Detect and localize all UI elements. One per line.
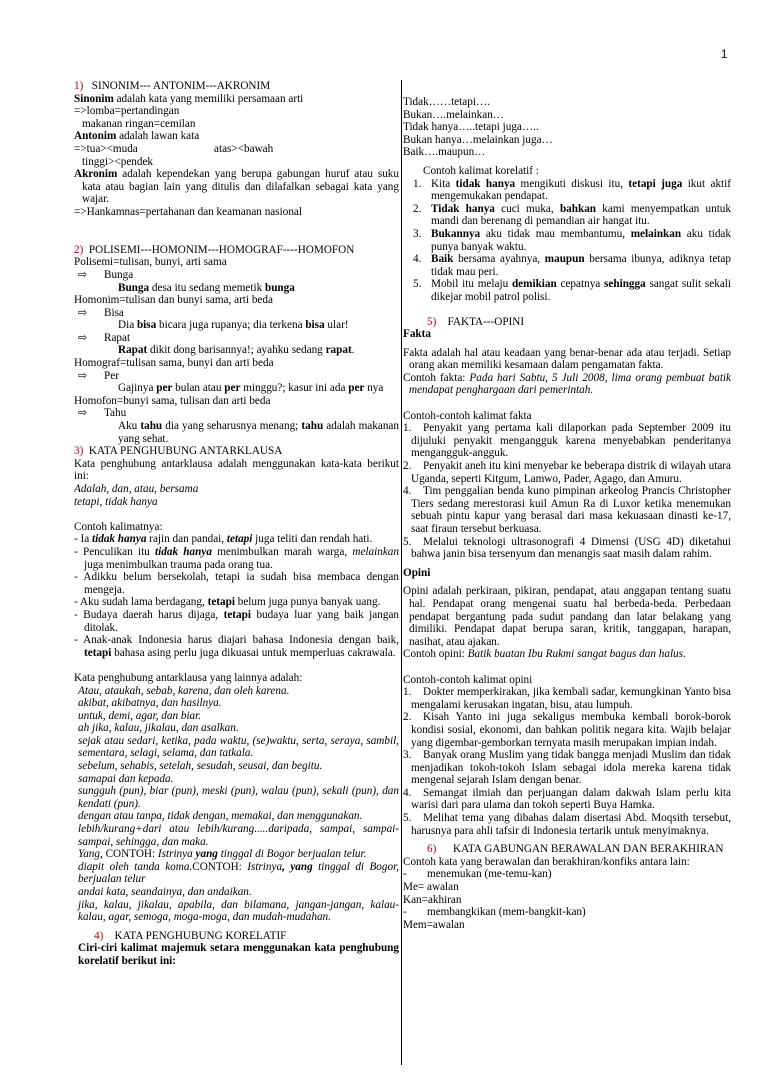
- conjunction-line: samapai dan kepada.: [78, 772, 174, 785]
- sinonim-example: makanan ringan=cemilan: [82, 117, 196, 130]
- example-sentence: - Ia tidak hanya rajin dan pandai, tetapi juga teliti dan rendah hati.: [74, 533, 373, 546]
- list-item: 1. Dokter memperkirakan, jika kembali sadar, kemungkinan Yanto bisa mengalami kerusakan ingatan, bisu, atau lumpuh.: [403, 686, 731, 711]
- conjunction-line: jika, kalau, jikalau, apabila, dan bilamana, jangan-jangan, kalau-kalau, agar, semoga, moga-moga, dan mudah-mudahan.: [78, 898, 399, 924]
- example-sentence: - Budaya daerah harus dijaga, tetapi budaya luar yang baik jangan ditolak.: [74, 608, 399, 634]
- list-number: 4.: [403, 786, 412, 799]
- conjunction-line: sejak atau sedari, ketika, pada waktu, (se)waktu, serta, seraya, sambil, sementara, selagi, selama, dan tatkala.: [78, 734, 399, 760]
- list-item: 5. Mobil itu melaju demikian cepatnya sehingga sangat sulit sekali dikejar mobil patrol polisi.: [413, 278, 731, 303]
- conjunction-line: Atau, ataukah, sebab, karena, dan oleh karena.: [78, 684, 290, 697]
- homofon-definition: Homofon=bunyi sama, tulisan dan arti beda: [74, 394, 271, 407]
- section-heading-1: 1) SINONIM--- ANTONIM---AKRONIM: [74, 80, 271, 92]
- example-sentence: - Adikku belum bersekolah, tetapi ia sudah bisa membaca dengan mengeja.: [74, 571, 399, 596]
- example-sentence: Bunga desa itu sedang memetik bunga: [118, 281, 295, 294]
- contoh-label: Contoh kalimatnya:: [74, 520, 163, 533]
- list-item: ⇨ Bunga: [74, 269, 399, 282]
- fakta-example: Contoh fakta: Pada hari Sabtu, 5 Juli 2008, lima orang pembuat batik mendapat penghargaan dari pemerintah.: [403, 371, 731, 397]
- column-divider: [401, 80, 402, 1065]
- conjunction-line: andai kata, seandainya, dan andaikan.: [78, 886, 252, 898]
- conjunction-line: ah jika, kalau, jikalau, dan asalkan.: [78, 722, 239, 735]
- korelatif-definition: Ciri-ciri kalimat majemuk setara menggunakan kata penghubung korelatif berikut ini:: [78, 942, 399, 967]
- list-number: 5.: [403, 535, 412, 548]
- list-item: 4. Baik bersama ayahnya, maupun bersama ibunya, adiknya tetap tidak mau peri.: [413, 253, 731, 278]
- correlative-examples: [403, 178, 731, 304]
- list-item: Kan=akhiran: [403, 893, 462, 906]
- section-heading-3: 3) KATA PENGHUBUNG ANTARKLAUSA: [74, 445, 283, 458]
- list-number: 1.: [413, 177, 422, 190]
- conjunction-line: sebelum, sehabis, setelah, sesudah, seusai, dan begitu.: [78, 760, 323, 773]
- sinonim-definition: Sinonim adalah kata yang memiliki persamaan arti: [74, 92, 304, 105]
- gabungan-examples: [403, 868, 731, 931]
- correlative-pair: Bukan….melainkan…: [403, 108, 504, 121]
- right-column: [403, 96, 731, 1060]
- list-item: 3. Banyak orang Muslim yang tidak bangga menjadi Muslim dan tidak menjadikan tokoh-tokoh Islam sebagai idola mereka karena tidak mengenal sejarah Islam dengan benar.: [403, 749, 731, 787]
- page-number: 1: [721, 49, 728, 61]
- antonim-example: tinggi><pendek: [82, 155, 154, 168]
- correlative-pair: Tidak……tetapi….: [403, 96, 490, 108]
- list-number: 2.: [403, 711, 412, 724]
- conjunction-lines: [74, 685, 399, 849]
- contoh-korelatif-label: Contoh kalimat korelatif :: [423, 164, 539, 177]
- section-heading-4: 4) KATA PENGHUBUNG KORELATIF: [94, 929, 287, 942]
- arrow-icon: ⇨: [78, 369, 88, 382]
- correlative-pair: Baik….maupun…: [403, 146, 486, 159]
- list-number: 1.: [403, 422, 412, 435]
- list-item: Mem=awalan: [403, 918, 465, 931]
- list-item: 3. Bukannya aku tidak mau membantumu, melainkan aku tidak punya banyak waktu.: [413, 227, 731, 253]
- list-number: 1.: [403, 686, 412, 699]
- conjunction-line: lebih/kurang+dari atau lebih/kurang.....daripada, sampai, sampai-sampai, sehingga, dan maka.: [78, 823, 399, 848]
- section-heading-2: 2) POLISEMI---HOMONIM---HOMOGRAF----HOMOFON: [74, 243, 355, 256]
- fakta-list-label: Contoh-contoh kalimat fakta: [403, 409, 532, 422]
- arrow-icon: ⇨: [78, 268, 88, 281]
- homonim-definition: Homonim=tulisan dan bunyi sama, arti beda: [74, 294, 273, 307]
- antonim-definition: Antonim adalah lawan kata: [74, 130, 200, 143]
- section-heading-5: 5) FAKTA---OPINI: [427, 315, 525, 328]
- list-item: 2. Tidak hanya cuci muka, bahkan kami menyempatkan untuk mandi dan berenang di pemandian air hangat itu.: [413, 202, 731, 228]
- list-number: 4.: [403, 485, 412, 498]
- opini-definition: Opini adalah perkiraan, pikiran, pendapat, atau anggapan tentang suatu hal. Pendapat orang mengenai suatu hal berbeda-beda. Perbedaan pendapat bergantung pada sudut pandang dan latar belakang yang dimiliki. Pendapat dapat berupa saran, kritik, tanggapan, harapan, nasihat, atau ajakan.: [403, 585, 731, 648]
- opini-example: Contoh opini: Batik buatan Ibu Rukmi sangat bagus dan halus.: [403, 648, 686, 661]
- list-number: 4.: [413, 253, 422, 266]
- akronim-example: =>Hankamnas=pertahanan dan keamanan nasional: [74, 205, 302, 218]
- gabungan-definition: Contoh kata yang berawalan dan berakhiran/konfiks antara lain:: [403, 855, 690, 868]
- list-item: 5. Melalui teknologi ultrasonografi 4 Dimensi (USG 4D) diketahui bahwa janin bisa tersenyum dan menangis saat masih dalam rahim.: [403, 535, 731, 561]
- list-item: 4. Tim penggalian benda kuno pimpinan arkeolog Prancis Christopher Tiers sedang merestorasi kuil Amun Ra di Luxor ketika menemukan sebuah pintu kapur yang berasal dari masa kekuasaan dinasti ke-17, saat firaun tersebut berkuasa.: [403, 485, 731, 535]
- kata-penghubung-lain-label: Kata penghubung antarklausa yang lainnya adalah:: [74, 671, 303, 684]
- example-sentence: - Penculikan itu tidak hanya menimbulkan marah warga, melainkan juga menimbulkan trauma pada orang tua.: [74, 545, 399, 571]
- list-item: ⇨ Bisa: [74, 307, 399, 320]
- left-column: [74, 80, 399, 1060]
- correlative-pairs: [403, 96, 731, 159]
- polisemi-definition: Polisemi=tulisan, bunyi, arti sama: [74, 256, 227, 269]
- opini-list-label: Contoh-contoh kalimat opini: [403, 673, 533, 686]
- list-item: 4. Semangat ilmiah dan perjuangan dalam dakwah Islam perlu kita warisi dari para ulama dan tokoh seperti Buya Hamka.: [403, 786, 731, 812]
- antonim-example: =>tua><muda atas><bawah: [74, 142, 274, 155]
- list-number: 3.: [403, 749, 412, 762]
- list-number: 2.: [403, 460, 412, 473]
- example-sentence: Rapat dikit dong barisannya!; ayahku sedang rapat.: [118, 344, 355, 357]
- section-heading-6: 6) KATA GABUNGAN BERAWALAN DAN BERAKHIRAN: [427, 843, 724, 856]
- example-sentence: - Anak-anak Indonesia harus diajari bahasa Indonesia dengan baik, tetapi bahasa asing perlu juga dikuasai untuk memperluas cakrawala.: [74, 634, 399, 659]
- list-number: 5.: [413, 278, 422, 291]
- fakta-examples: [403, 422, 731, 561]
- opini-examples: [403, 686, 731, 837]
- list-item: 5. Melihat tema yang dibahas dalam disertasi Abd. Moqsith tersebut, harusnya para ahli tafsir di Indonesia tertarik untuk menyimaknya.: [403, 812, 731, 837]
- example-sentence: Gajinya per bulan atau per minggu?; kasur ini ada per nya: [118, 382, 384, 395]
- sinonim-example: =>lomba=pertandingan: [74, 105, 180, 118]
- yang-example: diapit oleh tanda koma.CONTOH: Istrinya, yang tinggal di Bogor, berjualan telur: [78, 860, 399, 886]
- opini-title: Opini: [403, 566, 431, 579]
- example-sentence: - Aku sudah lama berdagang, tetapi belum juga punya banyak uang.: [74, 596, 381, 609]
- fakta-title: Fakta: [403, 328, 431, 341]
- yang-example: Yang, CONTOH: Istrinya yang tinggal di Bogor berjualan telur.: [78, 848, 367, 861]
- list-number: 3.: [413, 227, 422, 240]
- list-item: 2. Penyakit aneh itu kini menyebar ke beberapa distrik di wilayah utara Uganda, seperti Kitgum, Lamwo, Pader, Agago, dan Amuru.: [403, 460, 731, 485]
- list-item: Me= awalan: [403, 881, 459, 894]
- homograf-definition: Homograf=tulisan sama, bunyi dan arti beda: [74, 357, 274, 370]
- arrow-icon: ⇨: [78, 331, 88, 344]
- fakta-definition: Fakta adalah hal atau keadaan yang benar-benar ada atau terjadi. Setiap orang akan memiliki kesamaan dalam pengamatan fakta.: [403, 346, 731, 372]
- kata-penghubung-definition: Kata penghubung antarklausa adalah menggunakan kata-kata berikut ini:: [74, 457, 399, 483]
- example-sentence: Dia bisa bicara juga rupanya; dia terkena bisa ular!: [118, 319, 349, 332]
- list-item: - membangkikan (mem-bangkit-kan): [403, 906, 586, 919]
- list-item: ⇨ Tahu: [74, 407, 399, 420]
- conjunction-list: tetapi, tidak hanya: [74, 495, 158, 508]
- correlative-pair: Tidak hanya…..tetapi juga…..: [403, 121, 539, 134]
- list-number: 2.: [413, 202, 422, 215]
- list-item: ⇨ Rapat: [74, 332, 399, 345]
- list-item: 1. Penyakit yang pertama kali dilaporkan pada September 2009 itu dijuluki penyakit mengangguk karena menyebabkan penderitanya mengangguk-angguk.: [403, 422, 731, 460]
- conjunction-lines: [74, 886, 399, 924]
- conjunction-list: Adalah, dan, atau, bersama: [74, 483, 199, 495]
- list-item: 2. Kisah Yanto ini juga sekaligus membuka kembali borok-borok kondisi sosial, ekonomi, dan bahkan politik negara kita. Wajib belajar yang digembar-gemborkan ternyata masih merupakan impian indah.: [403, 711, 731, 749]
- akronim-definition: Akronim adalah kependekan yang berupa gabungan huruf atau suku kata atau bagian lain yang ditulis dan dilafalkan sebagai kata yang wajar.: [74, 168, 399, 206]
- arrow-icon: ⇨: [78, 407, 88, 420]
- list-number: 5.: [403, 812, 412, 825]
- list-item: ⇨ Per: [74, 370, 399, 383]
- conjunction-line: sungguh (pun), biar (pun), meski (pun), walau (pun), sekali (pun), dan kendati (pun).: [78, 785, 399, 810]
- correlative-pair: Bukan hanya…melainkan juga…: [403, 133, 553, 146]
- conjunction-line: untuk, demi, agar, dan biar.: [78, 709, 202, 722]
- conjunction-line: akibat, akibatnya, dan hasilnya.: [78, 697, 222, 710]
- example-sentence: Aku tahu dia yang seharusnya menang; tahu adalah makanan yang sehat.: [118, 420, 399, 445]
- conjunction-line: dengan atau tanpa, tidak dengan, memakai, dan menggunakan.: [78, 810, 363, 823]
- arrow-icon: ⇨: [78, 306, 88, 319]
- list-item: 1. Kita tidak hanya mengikuti diskusi itu, tetapi juga ikut aktif mengemukakan pendapat.: [413, 177, 731, 203]
- list-item: - menemukan (me-temu-kan): [403, 868, 552, 881]
